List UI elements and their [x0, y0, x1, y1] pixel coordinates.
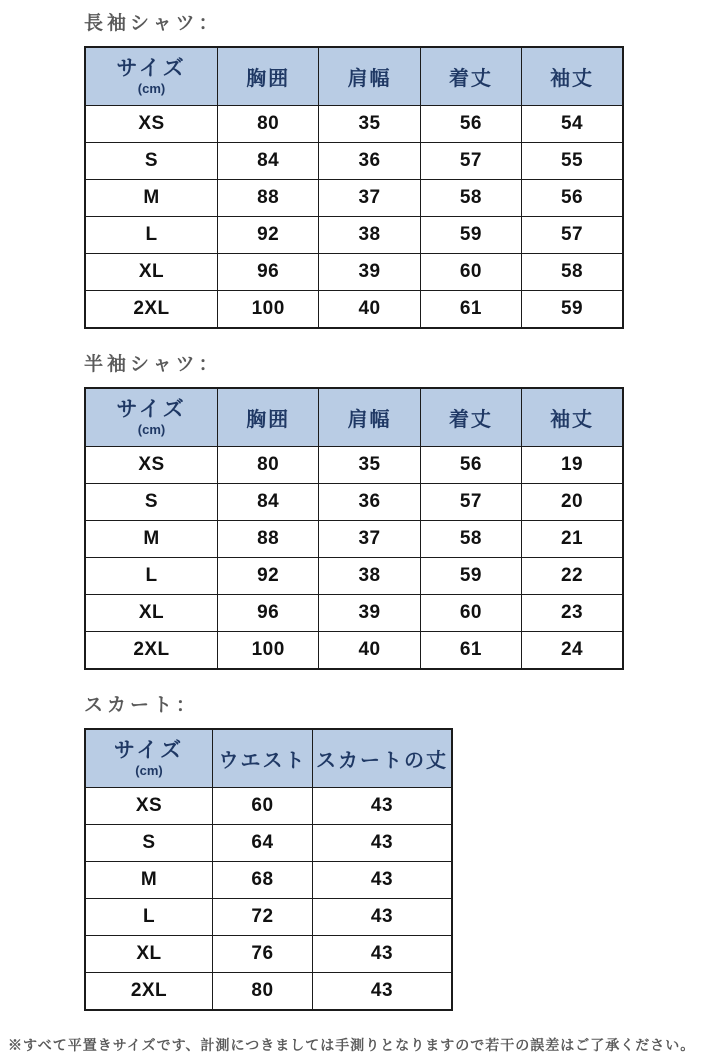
size-cell: M — [85, 521, 218, 558]
value-cell: 22 — [522, 558, 623, 595]
size-header-unit: (cm) — [137, 81, 166, 96]
value-cell: 37 — [319, 180, 420, 217]
column-header: 着丈 — [420, 47, 521, 106]
short-sleeve-shirt-section — [84, 349, 725, 670]
table-row — [85, 521, 623, 558]
value-cell: 58 — [420, 180, 521, 217]
size-cell: L — [85, 558, 218, 595]
column-header: 肩幅 — [319, 388, 420, 447]
size-cell: 2XL — [85, 291, 218, 329]
table-row — [85, 254, 623, 291]
column-header: ウエスト — [213, 729, 313, 788]
header-row — [85, 729, 452, 788]
column-header: 胸囲 — [218, 47, 319, 106]
value-cell: 38 — [319, 558, 420, 595]
column-header: 着丈 — [420, 388, 521, 447]
size-cell: XS — [85, 788, 213, 825]
size-header-unit: (cm) — [137, 422, 166, 437]
table-row — [85, 447, 623, 484]
value-cell: 61 — [420, 632, 521, 670]
size-cell: XL — [85, 595, 218, 632]
size-cell: M — [85, 862, 213, 899]
value-cell: 72 — [213, 899, 313, 936]
size-cell: XS — [85, 106, 218, 143]
table-row — [85, 180, 623, 217]
table-row — [85, 291, 623, 329]
value-cell: 64 — [213, 825, 313, 862]
value-cell: 92 — [218, 558, 319, 595]
size-cell: S — [85, 484, 218, 521]
long-sleeve-shirt-title: 長袖シャツ： — [84, 13, 222, 34]
value-cell: 39 — [319, 595, 420, 632]
size-header-main: サイズ — [113, 739, 185, 762]
value-cell: 92 — [218, 217, 319, 254]
value-cell: 37 — [319, 521, 420, 558]
column-header: 袖丈 — [522, 47, 623, 106]
table-row — [85, 973, 452, 1011]
value-cell: 20 — [522, 484, 623, 521]
value-cell: 57 — [420, 484, 521, 521]
value-cell: 80 — [218, 447, 319, 484]
table-row — [85, 632, 623, 670]
value-cell: 43 — [313, 825, 453, 862]
value-cell: 56 — [522, 180, 623, 217]
value-cell: 58 — [420, 521, 521, 558]
value-cell: 43 — [313, 788, 453, 825]
size-cell: S — [85, 143, 218, 180]
header-row — [85, 388, 623, 447]
long-sleeve-shirt-section — [84, 8, 725, 329]
value-cell: 60 — [213, 788, 313, 825]
size-cell: S — [85, 825, 213, 862]
long-sleeve-size-table — [84, 46, 624, 329]
value-cell: 43 — [313, 936, 453, 973]
value-cell: 43 — [313, 862, 453, 899]
value-cell: 39 — [319, 254, 420, 291]
value-cell: 59 — [420, 558, 521, 595]
column-header: スカートの丈 — [313, 729, 453, 788]
value-cell: 21 — [522, 521, 623, 558]
short-sleeve-size-table — [84, 387, 624, 670]
size-header-main: サイズ — [116, 398, 187, 421]
size-cell: 2XL — [85, 632, 218, 670]
value-cell: 88 — [218, 521, 319, 558]
header-row — [85, 47, 623, 106]
value-cell: 56 — [420, 447, 521, 484]
value-cell: 88 — [218, 180, 319, 217]
table-row — [85, 217, 623, 254]
size-cell: L — [85, 899, 213, 936]
value-cell: 38 — [319, 217, 420, 254]
value-cell: 36 — [319, 143, 420, 180]
value-cell: 100 — [218, 291, 319, 329]
value-cell: 43 — [313, 973, 453, 1011]
value-cell: 19 — [522, 447, 623, 484]
value-cell: 57 — [522, 217, 623, 254]
table-row — [85, 936, 452, 973]
table-row — [85, 484, 623, 521]
value-cell: 68 — [213, 862, 313, 899]
column-header: 肩幅 — [319, 47, 420, 106]
value-cell: 35 — [319, 447, 420, 484]
table-row — [85, 595, 623, 632]
value-cell: 96 — [218, 595, 319, 632]
size-cell: L — [85, 217, 218, 254]
size-header-cell — [85, 729, 213, 788]
size-cell: XL — [85, 254, 218, 291]
size-cell: XS — [85, 447, 218, 484]
value-cell: 80 — [218, 106, 319, 143]
value-cell: 80 — [213, 973, 313, 1011]
size-header-cell — [85, 47, 218, 106]
table-row — [85, 862, 452, 899]
value-cell: 76 — [213, 936, 313, 973]
value-cell: 43 — [313, 899, 453, 936]
value-cell: 36 — [319, 484, 420, 521]
size-header-cell — [85, 388, 218, 447]
value-cell: 100 — [218, 632, 319, 670]
table-row — [85, 788, 452, 825]
table-row — [85, 106, 623, 143]
size-cell: M — [85, 180, 218, 217]
measurement-disclaimer-note: ※すべて平置きサイズです、計測につきましては手測りとなりますので若干の誤差はご了承ください。 — [8, 1037, 696, 1053]
value-cell: 56 — [420, 106, 521, 143]
value-cell: 84 — [218, 484, 319, 521]
column-header: 胸囲 — [218, 388, 319, 447]
value-cell: 59 — [420, 217, 521, 254]
table-row — [85, 143, 623, 180]
value-cell: 96 — [218, 254, 319, 291]
short-sleeve-shirt-title: 半袖シャツ： — [84, 354, 222, 375]
table-row — [85, 899, 452, 936]
size-header-main: サイズ — [116, 57, 187, 80]
skirt-section — [84, 690, 725, 1011]
value-cell: 35 — [319, 106, 420, 143]
value-cell: 60 — [420, 254, 521, 291]
value-cell: 55 — [522, 143, 623, 180]
value-cell: 23 — [522, 595, 623, 632]
value-cell: 40 — [319, 632, 420, 670]
value-cell: 84 — [218, 143, 319, 180]
skirt-title: スカート： — [84, 695, 200, 716]
column-header: 袖丈 — [522, 388, 623, 447]
value-cell: 54 — [522, 106, 623, 143]
skirt-size-table — [84, 728, 453, 1011]
table-row — [85, 558, 623, 595]
table-row — [85, 825, 452, 862]
value-cell: 57 — [420, 143, 521, 180]
value-cell: 58 — [522, 254, 623, 291]
value-cell: 59 — [522, 291, 623, 329]
value-cell: 61 — [420, 291, 521, 329]
size-header-unit: (cm) — [135, 763, 163, 778]
value-cell: 24 — [522, 632, 623, 670]
size-cell: XL — [85, 936, 213, 973]
value-cell: 60 — [420, 595, 521, 632]
size-cell: 2XL — [85, 973, 213, 1011]
value-cell: 40 — [319, 291, 420, 329]
